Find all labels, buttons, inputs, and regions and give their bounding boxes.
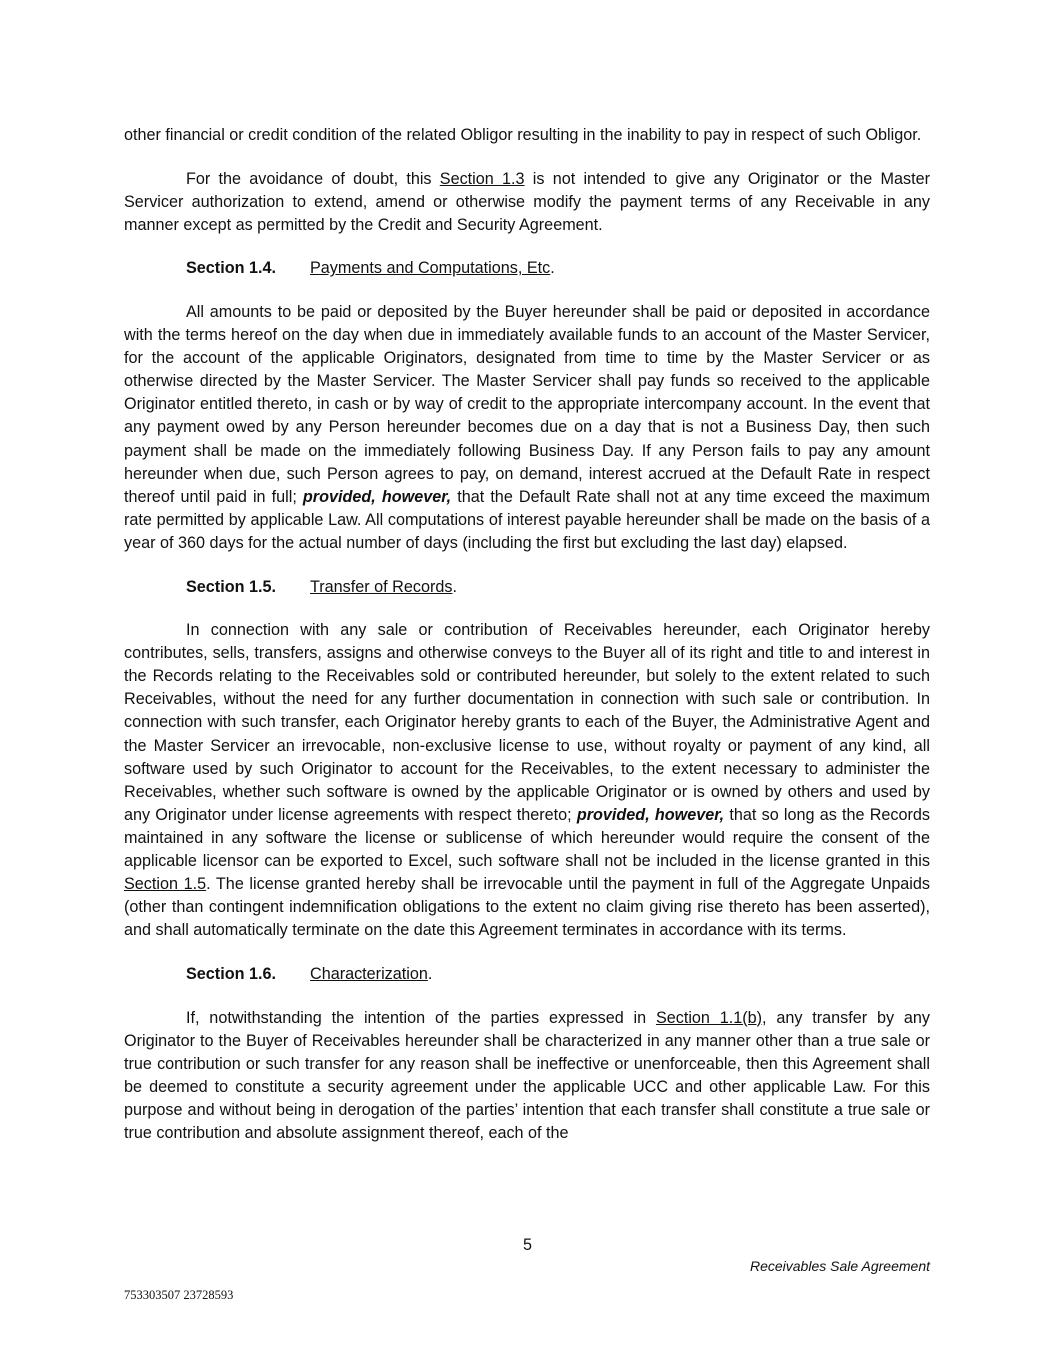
section-1-5-body (124, 619, 930, 942)
section-1-6-text-2: , any transfer by any Originator to the Buyer of Receivables hereunder shall be characterized in any manner other than a true sale or true contribution or such transfer for any reason shall be ineffective or unenforceable, then this Agreement shall be deemed to constitute a security agreement under the applicable UCC and other applicable Law. For this purpose and without being in derogation of the parties’ intention that each transfer shall constitute a true sale or true contribution and absolute assignment thereof, each of the (124, 1008, 930, 1142)
section-1-4-text-2: that the Default Rate shall not at any time exceed the maximum rate permitted by applicable Law. All computations of interest payable hereunder shall be made on the basis of a year of 360 days for the actual number of days (including the first but excluding the last day) elapsed. (124, 487, 930, 552)
section-ref-1-1b: Section 1.1(b) (655, 1008, 763, 1027)
section-number: Section 1.6. (186, 964, 276, 983)
proviso-phrase: provided, however, (576, 805, 725, 824)
section-1-5-text-1: In connection with any sale or contribution of Receivables hereunder, each Originator hereby contributes, sells, transfers, assigns and otherwise conveys to the Buyer all of its right and title to and interest in the Records relating to the Receivables sold or contributed hereunder, but solely to the extent related to such Receivables, without the need for any further documentation in connection with such sale or contribution. In connection with such transfer, each Originator hereby grants to each of the Buyer, the Administrative Agent and the Master Servicer an irrevocable, non-exclusive license to use, without royalty or payment of any kind, all software used by such Originator to account for the Receivables, to the extent necessary to administer the Receivables, whether such software is owned by the applicable Originator or is owned by others and used by any Originator under license agreements with respect thereto; (124, 621, 930, 824)
intro-paragraph: other financial or credit condition of the related Obligor resulting in the inability to pay in respect of such Obligor. (124, 126, 922, 144)
section-1-4-text-1: All amounts to be paid or deposited by the Buyer hereunder shall be paid or deposited in accordance with the terms hereof on the day when due in immediately available funds to an account of the Master Servicer, for the account of the applicable Originators, designated from time to time by the Master Servicer or as otherwise directed by the Master Servicer. The Master Servicer shall pay funds so received to the applicable Originator entitled thereto, in cash or by way of credit to the appropriate intercompany account. In the event that any payment owed by any Person hereunder becomes due on a day that is not a Business Day, then such payment shall be made on the immediately following Business Day. If any Person fails to pay any amount hereunder when due, such Person agrees to pay, on demand, interest accrued at the Default Rate in respect thereof until paid in full; (124, 302, 930, 506)
section-title-period: . (452, 577, 457, 596)
section-1-4-heading (124, 257, 930, 280)
section-title-period: . (550, 259, 555, 278)
avoidance-text-1: For the avoidance of doubt, this (186, 169, 440, 188)
section-ref-1-5: Section 1.5 (124, 875, 207, 894)
section-1-5-heading (124, 576, 930, 599)
page-number: 5 (522, 1236, 532, 1254)
section-number: Section 1.5. (186, 577, 276, 596)
section-title: Payments and Computations, Etc (310, 259, 551, 278)
section-number: Section 1.4. (186, 259, 276, 278)
avoidance-paragraph (124, 168, 930, 237)
section-title: Transfer of Records (310, 577, 453, 596)
document-id: 753303507 23728593 (124, 1288, 234, 1302)
section-1-5-text-2: that so long as the Records maintained in any software the license or sublicense of which hereunder would require the consent of the applicable licensor can be exported to Excel, such software shall not be included in the license granted in this (124, 805, 930, 871)
section-1-4-body (124, 301, 930, 555)
section-title-period: . (427, 964, 433, 983)
document-page (124, 124, 930, 1166)
section-1-5-text-3: . The license granted hereby shall be irrevocable until the payment in full of the Aggregate Unpaids (other than contingent indemnification obligations to the extent no claim giving rise thereto has been asserted), and shall automatically terminate on the date this Agreement terminates in accordance with its terms. (124, 875, 930, 940)
avoidance-text-2: is not intended to give any Originator or the Master Servicer authorization to extend, amend or otherwise modify the payment terms of any Receivable in any manner except as permitted by the Credit and Security Agreement. (124, 169, 931, 234)
section-title: Characterization (310, 964, 428, 983)
section-ref-1-3: Section 1.3 (439, 169, 525, 188)
section-1-6-body (124, 1007, 930, 1146)
footer-document-title: Receivables Sale Agreement (749, 1258, 930, 1274)
proviso-phrase: provided, however, (302, 487, 452, 506)
section-1-6-heading (124, 963, 930, 986)
section-1-6-text-1: If, notwithstanding the intention of the parties expressed in (186, 1008, 656, 1027)
